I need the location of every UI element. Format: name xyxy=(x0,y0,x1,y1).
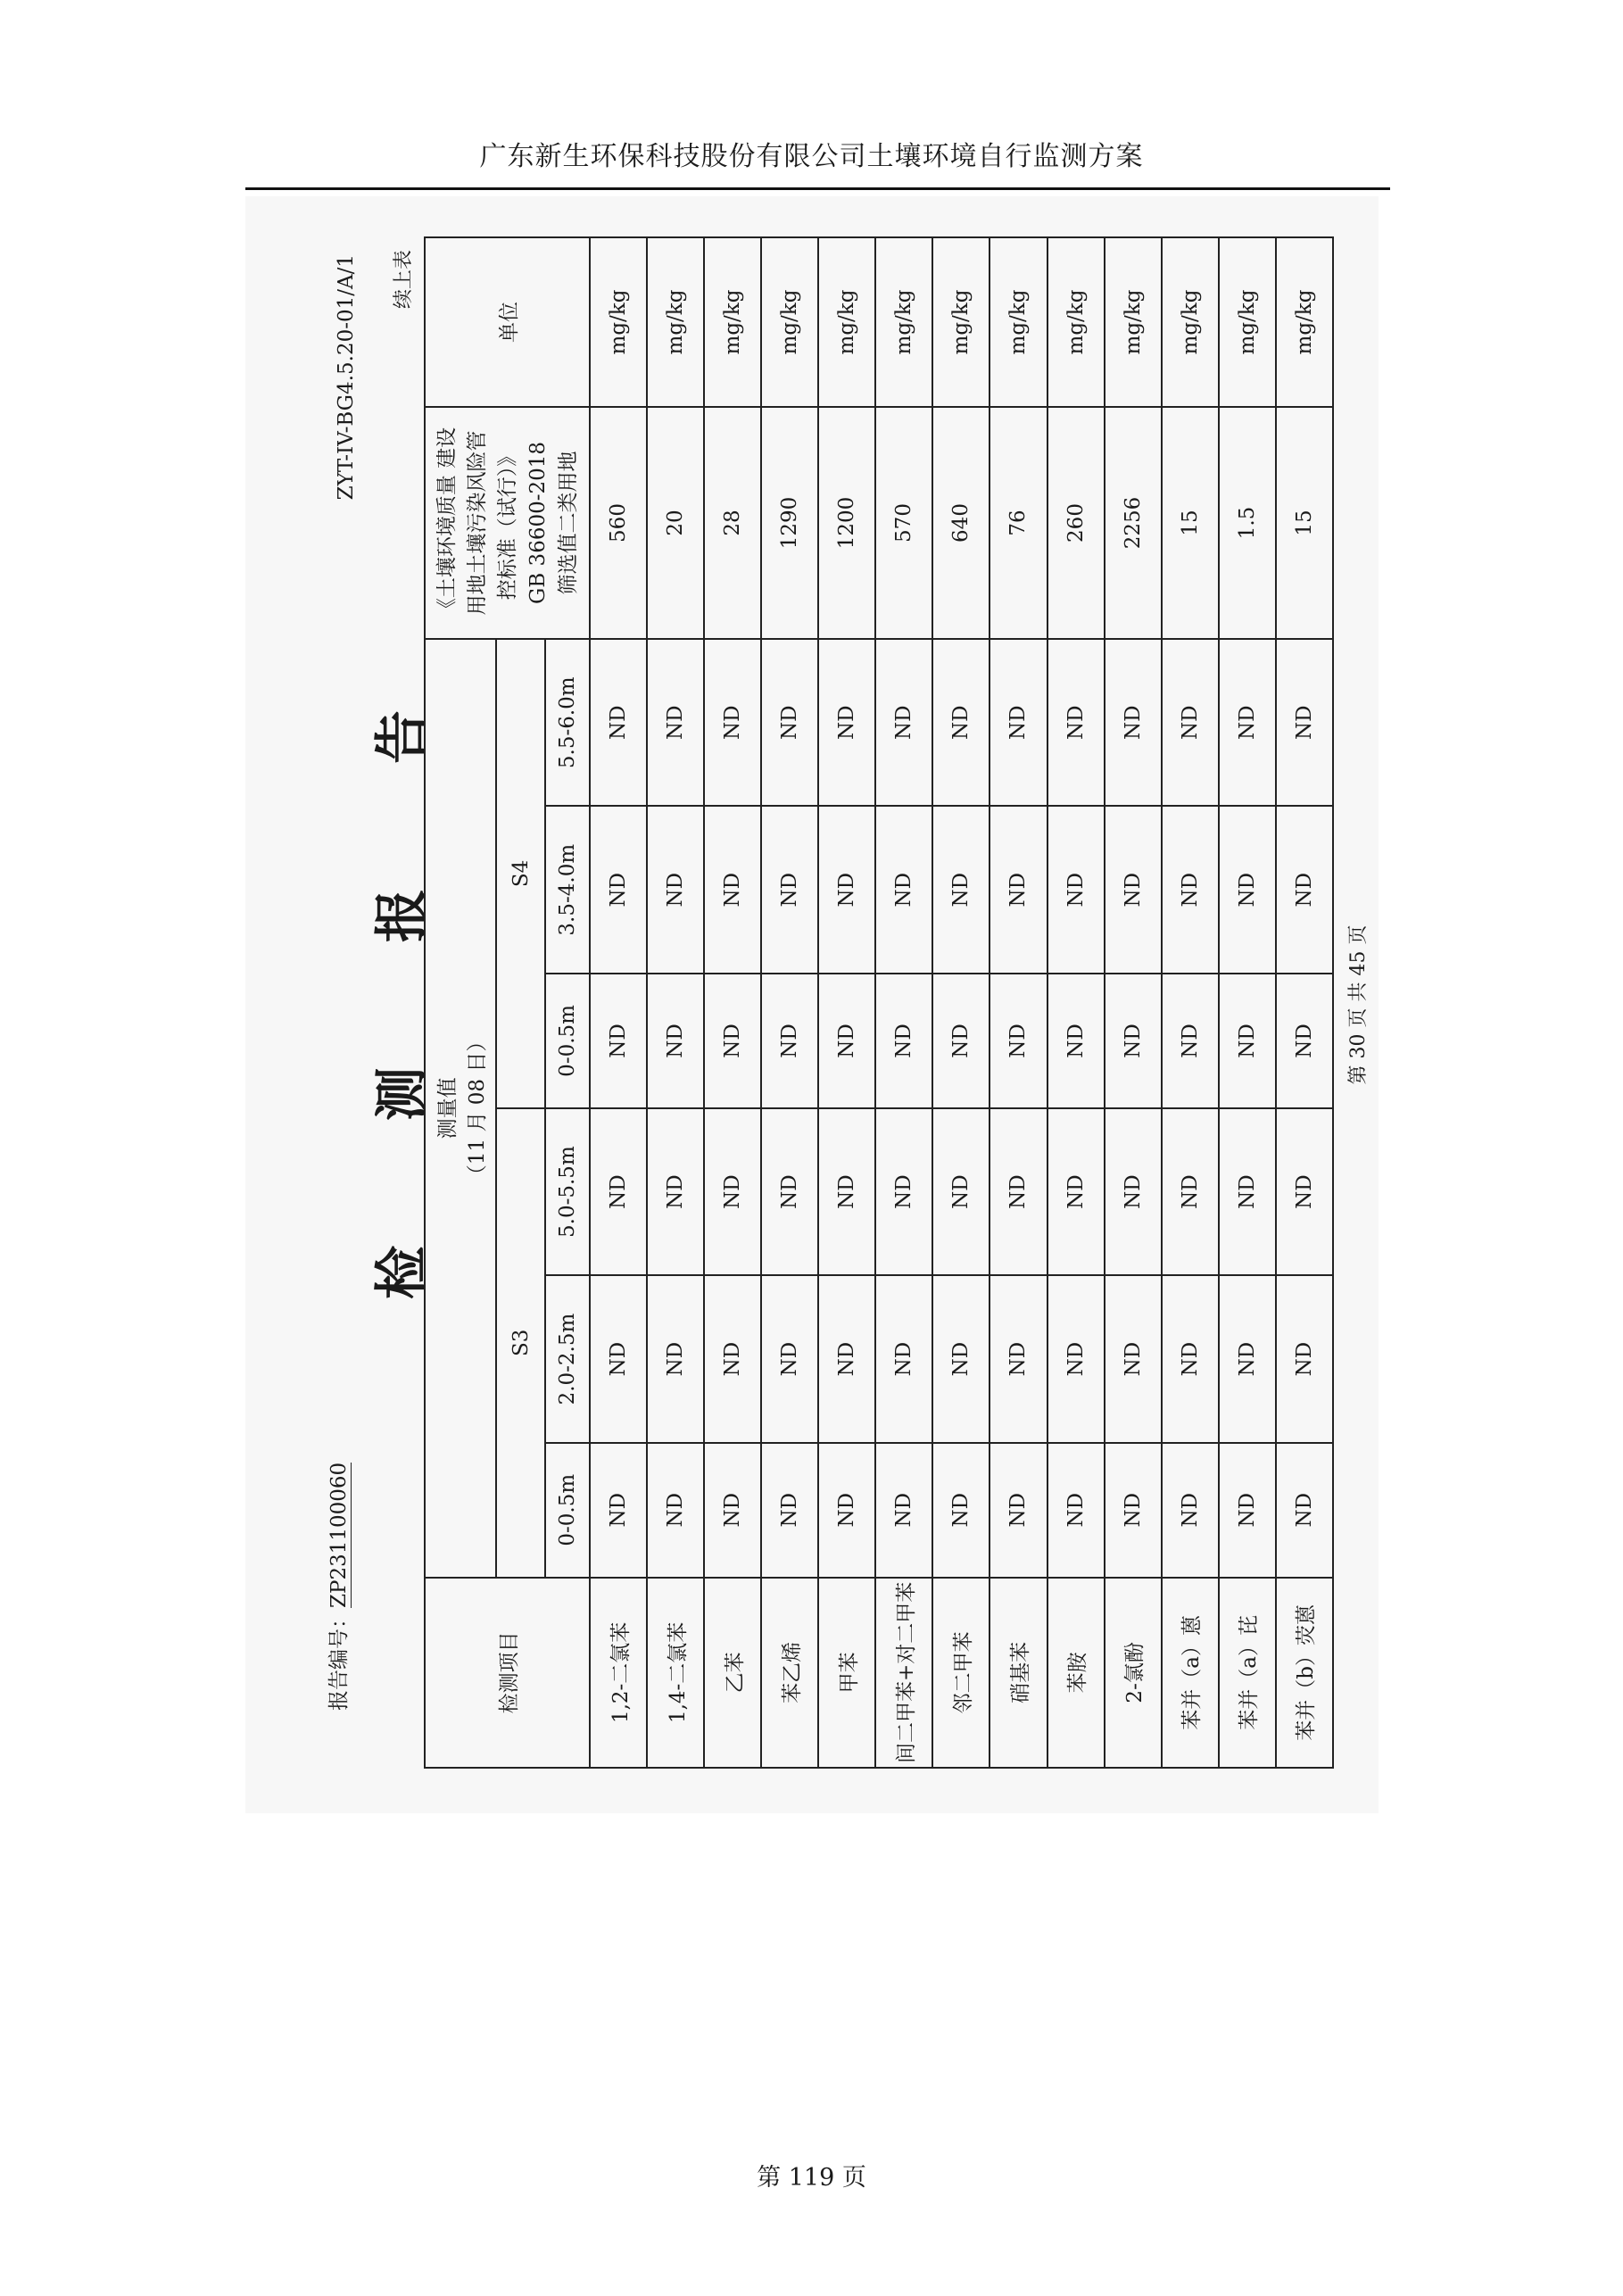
measured-value-cell: ND xyxy=(1105,639,1162,807)
item-name-cell: 甲苯 xyxy=(818,1578,875,1768)
table-row xyxy=(590,237,647,1768)
table-row xyxy=(932,237,990,1768)
measured-value-cell: ND xyxy=(647,1108,704,1275)
rotated-report-content xyxy=(245,196,1379,1813)
measured-value-cell: ND xyxy=(1276,807,1333,974)
measured-value-cell: ND xyxy=(1219,807,1276,974)
measured-value-cell: ND xyxy=(932,1275,990,1442)
measured-value-cell: ND xyxy=(761,1108,818,1275)
measured-value-cell: ND xyxy=(590,807,647,974)
measured-value-cell: ND xyxy=(647,639,704,807)
table-row xyxy=(1105,237,1162,1768)
scanned-report-page xyxy=(245,196,1379,1813)
measured-value-cell: ND xyxy=(932,974,990,1108)
unit-cell: mg/kg xyxy=(932,237,990,407)
depth-header: 3.5-4.0m xyxy=(545,807,590,974)
measured-value-cell: ND xyxy=(1276,974,1333,1108)
item-name-cell: 1,2-二氯苯 xyxy=(590,1578,647,1768)
document-code: ZYT-IV-BG4.5.20-01/A/1 xyxy=(335,254,358,501)
measured-value-cell: ND xyxy=(990,1275,1047,1442)
table-row xyxy=(875,237,932,1768)
measured-value-cell: ND xyxy=(590,639,647,807)
measured-value-cell: ND xyxy=(1105,1443,1162,1578)
measured-value-cell: ND xyxy=(704,639,761,807)
measured-value-cell: ND xyxy=(1162,1275,1219,1442)
depth-header: 0-0.5m xyxy=(545,974,590,1108)
standard-value-cell: 2256 xyxy=(1105,407,1162,639)
measured-value-cell: ND xyxy=(1276,639,1333,807)
results-table xyxy=(424,236,1334,1769)
standard-value-cell: 28 xyxy=(704,407,761,639)
measured-value-cell: ND xyxy=(647,974,704,1108)
measured-value-cell: ND xyxy=(704,974,761,1108)
standard-value-cell: 560 xyxy=(590,407,647,639)
measured-value-cell: ND xyxy=(704,1443,761,1578)
measured-value-cell: ND xyxy=(590,1443,647,1578)
measured-value-cell: ND xyxy=(1047,1108,1105,1275)
measured-value-cell: ND xyxy=(1276,1275,1333,1442)
depth-header: 5.0-5.5m xyxy=(545,1108,590,1275)
measured-value-cell: ND xyxy=(1162,974,1219,1108)
measured-value-cell: ND xyxy=(932,1443,990,1578)
measured-value-cell: ND xyxy=(1047,1443,1105,1578)
table-row xyxy=(1047,237,1105,1768)
unit-cell: mg/kg xyxy=(704,237,761,407)
measured-value-cell: ND xyxy=(932,807,990,974)
item-name-cell: 苯乙烯 xyxy=(761,1578,818,1768)
standard-header-line: 控标准（试行）》 xyxy=(495,445,519,601)
measured-value-cell: ND xyxy=(1219,1275,1276,1442)
measured-header xyxy=(425,639,496,1578)
standard-value-cell: 1.5 xyxy=(1219,407,1276,639)
item-name-cell: 苯胺 xyxy=(1047,1578,1105,1768)
unit-cell: mg/kg xyxy=(647,237,704,407)
unit-cell: mg/kg xyxy=(1276,237,1333,407)
report-number-label: 报告编号： xyxy=(327,1608,351,1711)
measured-value-cell: ND xyxy=(1047,807,1105,974)
measured-value-cell: ND xyxy=(1276,1443,1333,1578)
measured-value-cell: ND xyxy=(818,1443,875,1578)
standard-header-line: 用地土壤污染风险管 xyxy=(465,430,489,616)
measured-value-cell: ND xyxy=(704,807,761,974)
measured-value-cell: ND xyxy=(761,807,818,974)
unit-header: 单位 xyxy=(425,237,590,407)
standard-header-line: 《土壤环境质量 建设 xyxy=(435,427,459,619)
unit-cell: mg/kg xyxy=(1047,237,1105,407)
measured-value-cell: ND xyxy=(875,807,932,974)
measured-value-cell: ND xyxy=(647,1443,704,1578)
report-title: 检测报告 xyxy=(371,585,434,1299)
standard-header-line: GB 36600-2018 xyxy=(526,441,550,605)
measured-value-cell: ND xyxy=(704,1275,761,1442)
table-row xyxy=(704,237,761,1768)
item-name-cell: 邻二甲苯 xyxy=(932,1578,990,1768)
item-name-cell: 苯并（a）蒽 xyxy=(1162,1578,1219,1768)
unit-cell: mg/kg xyxy=(1162,237,1219,407)
standard-header-line: 筛选值二类用地 xyxy=(556,451,580,595)
unit-cell: mg/kg xyxy=(1105,237,1162,407)
unit-cell: mg/kg xyxy=(875,237,932,407)
standard-header xyxy=(425,407,590,639)
measured-value-cell: ND xyxy=(761,1275,818,1442)
measured-value-cell: ND xyxy=(875,1108,932,1275)
measured-value-cell: ND xyxy=(1162,639,1219,807)
measured-value-cell: ND xyxy=(647,807,704,974)
measured-value-cell: ND xyxy=(875,1443,932,1578)
page-footer: 第 119 页 xyxy=(757,2164,866,2192)
table-row xyxy=(818,237,875,1768)
unit-cell: mg/kg xyxy=(1219,237,1276,407)
item-header: 检测项目 xyxy=(425,1578,590,1768)
header-divider xyxy=(245,187,1390,190)
measured-value-cell: ND xyxy=(875,974,932,1108)
depth-header: 5.5-6.0m xyxy=(545,639,590,807)
table-row xyxy=(990,237,1047,1768)
standard-value-cell: 260 xyxy=(1047,407,1105,639)
measured-value-cell: ND xyxy=(1047,1275,1105,1442)
measured-value-cell: ND xyxy=(1105,1108,1162,1275)
unit-cell: mg/kg xyxy=(590,237,647,407)
measured-value-cell: ND xyxy=(1105,974,1162,1108)
measured-value-cell: ND xyxy=(990,639,1047,807)
measured-value-cell: ND xyxy=(1219,1108,1276,1275)
standard-value-cell: 570 xyxy=(875,407,932,639)
measured-value-cell: ND xyxy=(875,1275,932,1442)
item-name-cell: 苯并（a）芘 xyxy=(1219,1578,1276,1768)
measured-date: （11 月 08 日） xyxy=(466,1031,489,1186)
measured-value-cell: ND xyxy=(590,974,647,1108)
measured-value-cell: ND xyxy=(1047,974,1105,1108)
measured-value-cell: ND xyxy=(704,1108,761,1275)
measured-value-cell: ND xyxy=(1105,807,1162,974)
depth-header: 2.0-2.5m xyxy=(545,1275,590,1442)
measured-value-cell: ND xyxy=(1162,1108,1219,1275)
measured-value-cell: ND xyxy=(1047,639,1105,807)
measured-value-cell: ND xyxy=(932,1108,990,1275)
item-name-cell: 2-氯酚 xyxy=(1105,1578,1162,1768)
measured-value-cell: ND xyxy=(818,974,875,1108)
continued-label: 续上表 xyxy=(393,250,415,310)
unit-cell: mg/kg xyxy=(990,237,1047,407)
measured-value-cell: ND xyxy=(990,1443,1047,1578)
measured-value-cell: ND xyxy=(990,1108,1047,1275)
report-number-value: ZP231100060 xyxy=(327,1462,351,1608)
measured-value-cell: ND xyxy=(1219,639,1276,807)
measured-value-cell: ND xyxy=(818,639,875,807)
measured-value-cell: ND xyxy=(1162,1443,1219,1578)
standard-value-cell: 15 xyxy=(1276,407,1333,639)
measured-value-cell: ND xyxy=(647,1275,704,1442)
measured-value-cell: ND xyxy=(1219,974,1276,1108)
item-name-cell: 苯并（b）荧蒽 xyxy=(1276,1578,1333,1768)
unit-cell: mg/kg xyxy=(761,237,818,407)
measured-value-cell: ND xyxy=(818,1275,875,1442)
standard-value-cell: 20 xyxy=(647,407,704,639)
unit-cell: mg/kg xyxy=(818,237,875,407)
results-table-body xyxy=(590,237,1333,1768)
standard-value-cell: 76 xyxy=(990,407,1047,639)
table-row xyxy=(647,237,704,1768)
standard-value-cell: 1200 xyxy=(818,407,875,639)
site-s3-header: S3 xyxy=(496,1108,545,1578)
measured-value-cell: ND xyxy=(1219,1443,1276,1578)
measured-value-cell: ND xyxy=(818,1108,875,1275)
site-s4-header: S4 xyxy=(496,639,545,1108)
standard-value-cell: 15 xyxy=(1162,407,1219,639)
measured-value-cell: ND xyxy=(818,807,875,974)
table-row xyxy=(1162,237,1219,1768)
measured-value-cell: ND xyxy=(1105,1275,1162,1442)
measured-value-cell: ND xyxy=(761,639,818,807)
measured-value-cell: ND xyxy=(761,974,818,1108)
measured-value-cell: ND xyxy=(932,639,990,807)
depth-header: 0-0.5m xyxy=(545,1443,590,1578)
measured-value-cell: ND xyxy=(875,639,932,807)
report-number xyxy=(322,1463,352,1711)
standard-value-cell: 640 xyxy=(932,407,990,639)
item-name-cell: 硝基苯 xyxy=(990,1578,1047,1768)
table-row xyxy=(761,237,818,1768)
table-row xyxy=(1219,237,1276,1768)
measured-value-cell: ND xyxy=(590,1108,647,1275)
measured-value-cell: ND xyxy=(1276,1108,1333,1275)
standard-value-cell: 1290 xyxy=(761,407,818,639)
item-name-cell: 乙苯 xyxy=(704,1578,761,1768)
item-name-cell: 间二甲苯+对二甲苯 xyxy=(875,1578,932,1768)
measured-value-cell: ND xyxy=(1162,807,1219,974)
measured-value-cell: ND xyxy=(990,807,1047,974)
page-header: 广东新生环保科技股份有限公司土壤环境自行监测方案 xyxy=(479,141,1144,172)
measured-header-label: 测量值 xyxy=(436,1077,460,1140)
measured-value-cell: ND xyxy=(761,1443,818,1578)
inner-page-number: 第 30 页 共 45 页 xyxy=(1347,924,1370,1085)
measured-value-cell: ND xyxy=(990,974,1047,1108)
measured-value-cell: ND xyxy=(590,1275,647,1442)
table-row xyxy=(1276,237,1333,1768)
item-name-cell: 1,4-二氯苯 xyxy=(647,1578,704,1768)
